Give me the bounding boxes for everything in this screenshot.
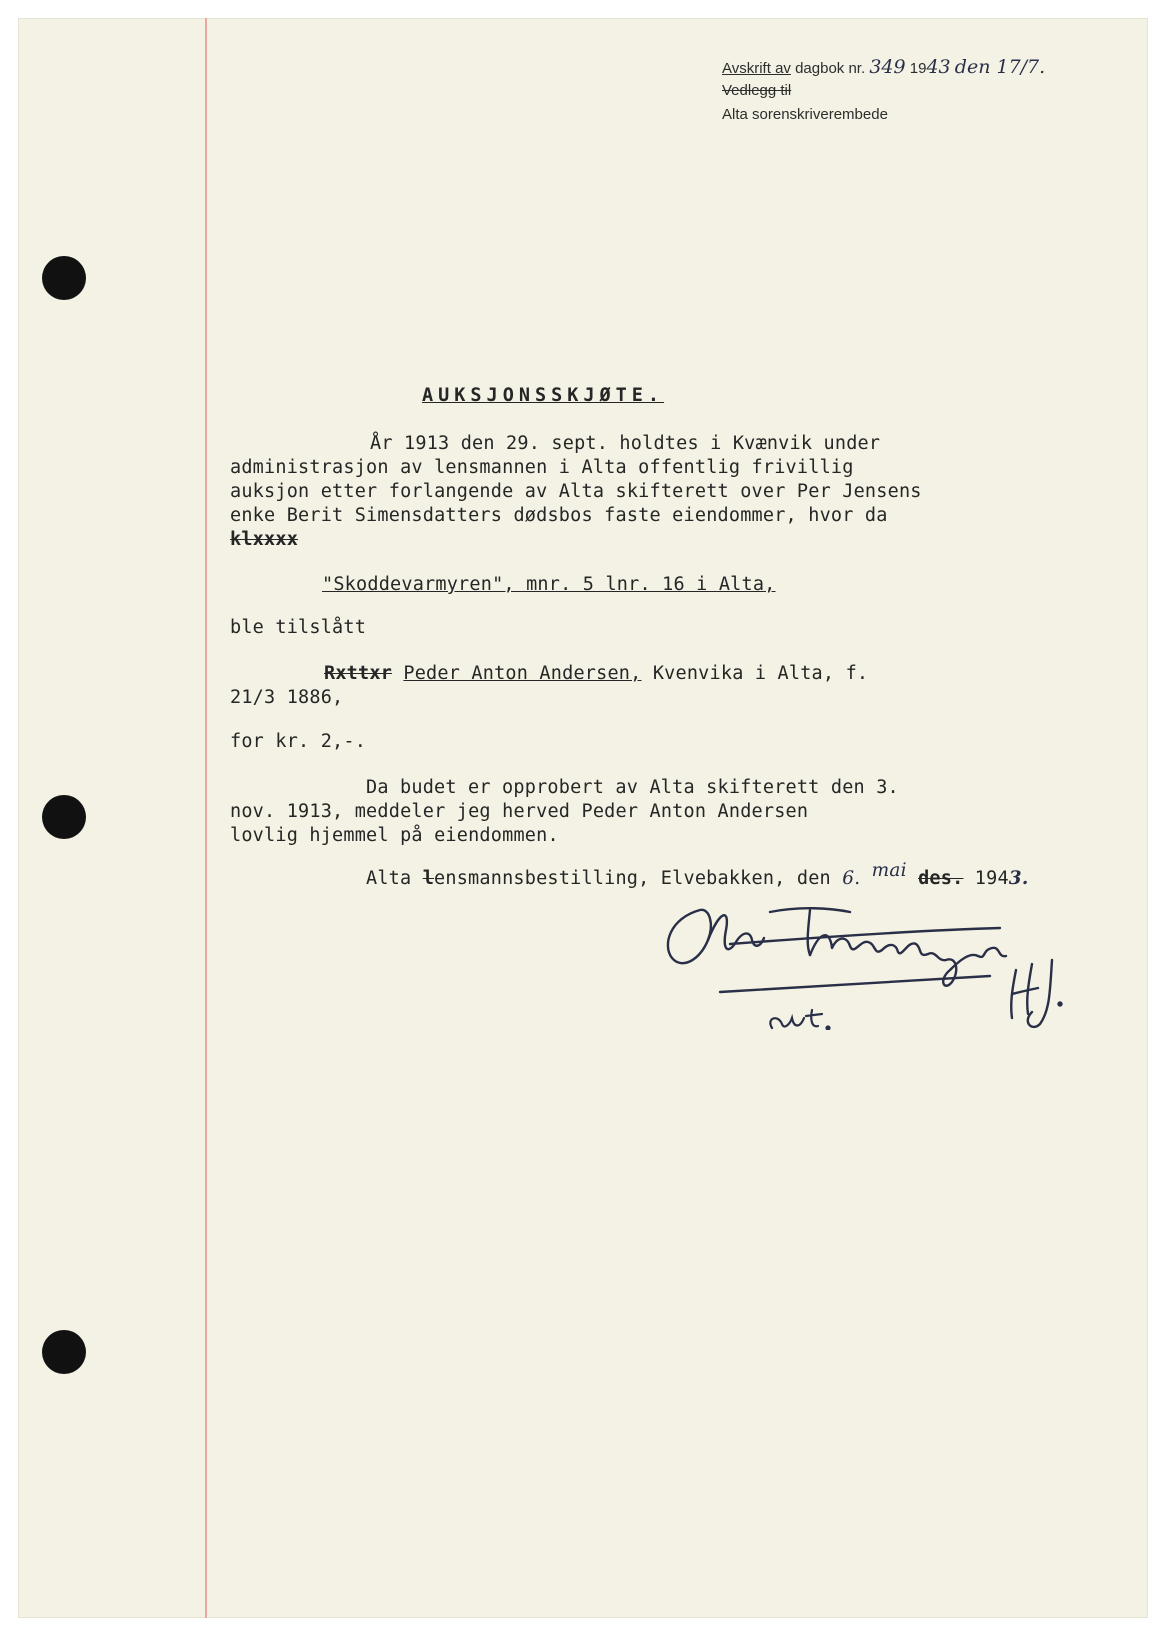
buyer-birth: 21/3 1886,: [230, 687, 344, 708]
ble-tilslatt: ble tilslått: [230, 617, 367, 638]
para1-line2: administrasjon av lensmannen i Alta offentlig frivillig: [230, 457, 854, 478]
date-day: 6.: [842, 868, 861, 889]
stamp-year-prefix: 19: [909, 60, 927, 77]
margin-rule: [205, 18, 207, 1618]
punch-hole: [42, 1330, 86, 1374]
punch-hole: [42, 256, 86, 300]
stamp-dagbok: dagbok nr.: [795, 60, 866, 77]
para2-line2: nov. 1913, meddeler jeg herved Peder Anton Andersen: [230, 801, 809, 822]
archive-stamp: [722, 56, 1045, 126]
date-month-struck: des.: [918, 868, 964, 889]
property-description: "Skoddevarmyren", mnr. 5 lnr. 16 i Alta,: [322, 574, 776, 595]
stamp-year-suffix: 43: [926, 56, 951, 78]
buyer-residence: Kvenvika i Alta, f.: [652, 663, 869, 684]
date-year: 194: [974, 868, 1009, 889]
buyer-name: Peder Anton Andersen,: [403, 663, 642, 684]
date-year-last: 3.: [1008, 868, 1029, 889]
stamp-office: Alta sorenskriverembede: [722, 106, 888, 123]
stamp-date: den 17/7.: [954, 56, 1046, 78]
para1-line4: enke Berit Simensdatters dødsbos faste eiendommer, hvor da: [230, 505, 888, 526]
place-prefix: Alta: [366, 868, 412, 889]
stamp-dagbok-number: 349: [869, 56, 906, 78]
para1-line3: auksjon etter forlangende av Alta skifterett over Per Jensens: [230, 481, 922, 502]
stamp-vedlegg: Vedlegg til: [722, 82, 792, 99]
place-rest: ensmannsbestilling, Elvebakken, den: [434, 868, 831, 889]
stamp-avskrift: Avskrift av: [722, 60, 791, 77]
struck-word: klxxxx: [230, 529, 299, 550]
place-struck: l: [422, 868, 435, 889]
signature-drawing: [660, 900, 1120, 1030]
buyer-struck-word: Rxttxr: [324, 663, 393, 684]
signature: [660, 900, 1120, 1030]
price: for kr. 2,-.: [230, 731, 367, 752]
para2-line1: Da budet er opprobert av Alta skifterett den 3.: [366, 777, 899, 798]
place-date-line: [366, 860, 1029, 889]
date-month-handwritten: mai: [871, 860, 907, 881]
document-title: AUKSJONSSKJØTE.: [422, 385, 665, 406]
punch-hole: [42, 795, 86, 839]
buyer-line: [324, 663, 868, 684]
para2-line3: lovlig hjemmel på eiendommen.: [230, 825, 559, 846]
para1-line1: År 1913 den 29. sept. holdtes i Kvænvik under: [370, 433, 881, 454]
